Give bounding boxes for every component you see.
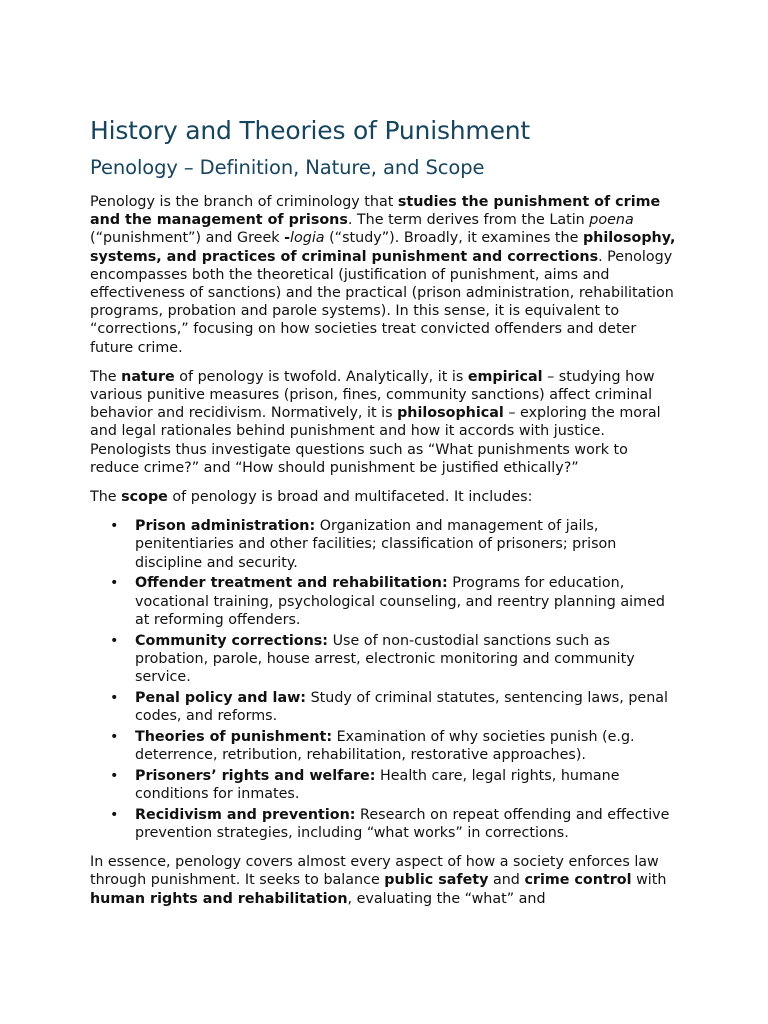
list-item: • Offender treatment and rehabilitation: Programs for education, vocational training, psychological counseling, and reentry planning aimed at reforming offenders.: [110, 575, 665, 628]
document-title: History and Theories of Punishment: [90, 116, 531, 145]
summary-paragraph: In essence, penology covers almost every aspect of how a society enforces law through punishment. It seeks to balance public safety and crime control with human rights and rehabilitation, evaluating the “what” and: [90, 854, 667, 907]
definition-paragraph: Penology is the branch of criminology that studies the punishment of crime and the management of prisons. The term derives from the Latin poena (“punishment”) and Greek -logia (“study”). Broadly, it examines the philosophy, systems, and practices of criminal punishment and corrections. Penology encompasses both the theoretical (justification of punishment, aims and effectiveness of sanctions) and the practical (prison administration, rehabilitation programs, probation and parole systems). In this sense, it is equivalent to “corrections,” focusing on how societies treat convicted offenders and deter future crime.: [90, 194, 676, 356]
list-item: • Theories of punishment: Examination of why societies punish (e.g. deterrence, retribution, rehabilitation, restorative approaches).: [110, 728, 635, 764]
bullet-icon: •: [110, 728, 119, 745]
section-heading: Penology – Definition, Nature, and Scope: [90, 156, 485, 179]
bullet-icon: •: [110, 806, 119, 823]
bullet-icon: •: [110, 518, 119, 535]
list-item: • Penal policy and law: Study of criminal statutes, sentencing laws, penal codes, and reforms.: [110, 689, 669, 725]
scope-list: [90, 517, 678, 842]
list-item: • Community corrections: Use of non-custodial sanctions such as probation, parole, house arrest, electronic monitoring and community service.: [110, 632, 635, 686]
list-item: • Prisoners’ rights and welfare: Health care, legal rights, humane conditions for inmates.: [110, 767, 620, 803]
bullet-icon: •: [110, 575, 119, 592]
bullet-icon: •: [110, 632, 119, 649]
list-item: • Recidivism and prevention: Research on repeat offending and effective prevention strategies, including “what works” in corrections.: [110, 806, 670, 842]
list-item: • Prison administration: Organization and management of jails, penitentiaries and other facilities; classification of prisoners; prison discipline and security.: [110, 518, 617, 571]
scope-intro-paragraph: The scope of penology is broad and multifaceted. It includes:: [90, 489, 533, 506]
nature-paragraph: The nature of penology is twofold. Analytically, it is empirical – studying how various punitive measures (prison, fines, community sanctions) affect criminal behavior and recidivism. Normatively, it is philosophical – exploring the moral and legal rationales behind punishment and how it accords with justice. Penologists thus investigate questions such as “What punishments work to reduce crime?” and “How should punishment be justified ethically?”: [90, 368, 661, 476]
bullet-icon: •: [110, 767, 119, 784]
bullet-icon: •: [110, 689, 119, 706]
